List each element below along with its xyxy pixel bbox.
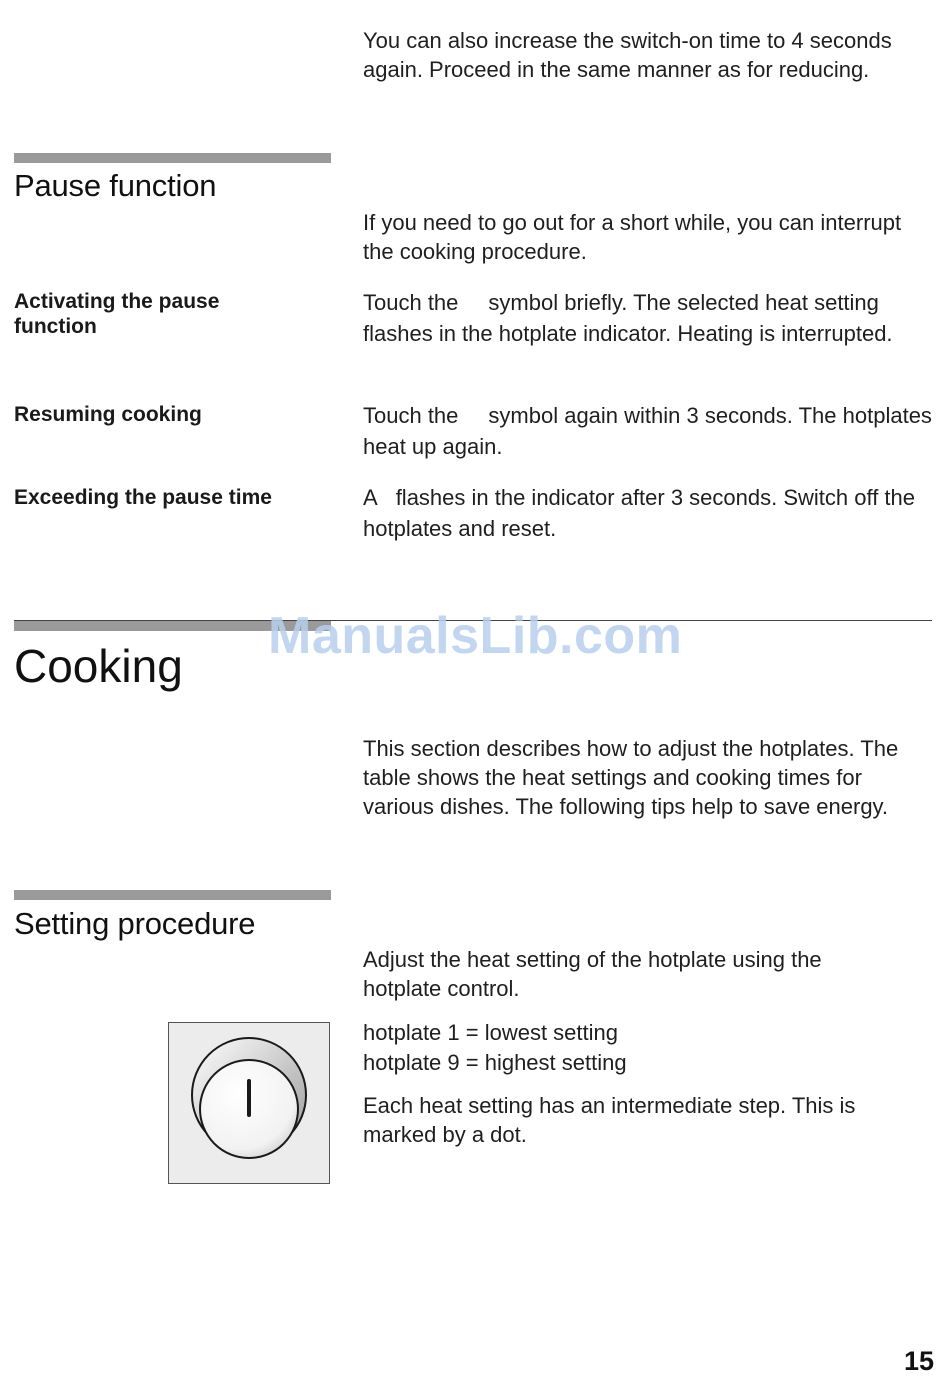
setting-note-text: Each heat setting has an intermediate step. This is marked by a dot. [363, 1093, 856, 1147]
activating-pause-text [363, 287, 933, 349]
resuming-text-before: Touch the [363, 403, 459, 428]
exceeding-text-after: flashes in the indicator after 3 seconds. Switch off the hotplates and reset. [363, 485, 916, 541]
exceeding-pause-text [363, 482, 933, 544]
watermark: ManualsLib.com [268, 607, 683, 665]
activating-pause-label: Activating the pause function [14, 290, 220, 338]
intro-text: You can also increase the switch-on time to 4 seconds again. Proceed in the same manner as for reducing. [363, 28, 892, 82]
section-divider-setting [14, 890, 331, 900]
pause-intro-text: If you need to go out for a short while, you can interrupt the cooking procedure. [363, 210, 902, 264]
setting-range [363, 1018, 903, 1078]
setting-intro-text: Adjust the heat setting of the hotplate using the hotplate control. [363, 947, 822, 1001]
resuming-cooking-label: Resuming cooking [14, 403, 202, 426]
hotplate-control-knob-icon [169, 1023, 329, 1183]
setting-lowest: hotplate 1 = lowest setting [363, 1020, 618, 1045]
activating-pause-text-before: Touch the [363, 290, 459, 315]
exceeding-text-before: A [363, 485, 378, 510]
cooking-heading: Cooking [14, 640, 183, 692]
resuming-cooking-text [363, 400, 933, 462]
pause-intro [363, 208, 903, 266]
exceeding-pause-label: Exceeding the pause time [14, 486, 272, 509]
pause-heading: Pause function [14, 168, 217, 203]
setting-highest: hotplate 9 = highest setting [363, 1050, 627, 1075]
setting-intro [363, 945, 903, 1003]
page-number: 15 [903, 1346, 934, 1376]
intro-paragraph [363, 26, 933, 84]
activating-pause-text-after: symbol briefly. The selected heat setting flashes in the hotplate indicator. Heating is interrupted. [363, 290, 893, 346]
hotplate-control-illustration [168, 1022, 330, 1184]
cooking-intro-text: This section describes how to adjust the hotplates. The table shows the heat settings and cooking times for various dishes. The following tips help to save energy. [363, 736, 899, 819]
cooking-intro [363, 734, 933, 821]
setting-heading: Setting procedure [14, 906, 256, 941]
section-divider-pause [14, 153, 331, 163]
resuming-text-after: symbol again within 3 seconds. The hotplates heat up again. [363, 403, 932, 459]
setting-note [363, 1091, 923, 1149]
